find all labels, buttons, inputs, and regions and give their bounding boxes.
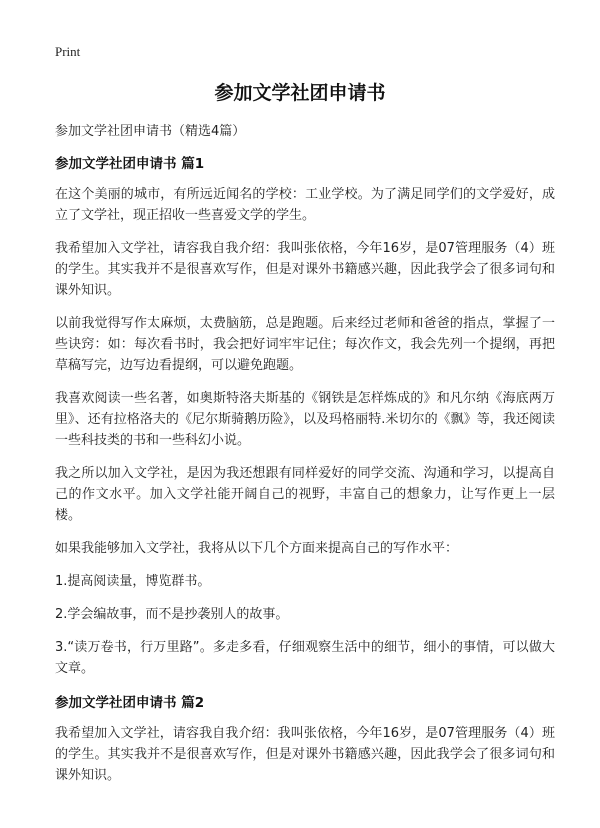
paragraph: 在这个美丽的城市，有所远近闻名的学校：工业学校。为了满足同学们的文学爱好，成立了文学社，现正招收一些喜爱文学的学生。	[55, 187, 555, 223]
section-heading: 参加文学社团申请书 篇1	[55, 156, 205, 172]
paragraph: 我希望加入文学社，请容我自我介绍：我叫张依格，今年16岁，是07管理服务（4）班的学生。其实我并不是很喜欢写作，但是对课外书籍感兴趣，因此我学会了很多词句和课外知识。	[55, 241, 555, 298]
paragraph: 我之所以加入文学社，是因为我还想跟有同样爱好的同学交流、沟通和学习，以提高自己的作文水平。加入文学社能开阔自己的视野，丰富自己的想象力，让写作更上一层楼。	[55, 466, 555, 523]
page-subtitle: 参加文学社团申请书（精选4篇）	[55, 124, 246, 139]
list-item: 2.学会编故事，而不是抄袭别人的故事。	[55, 607, 289, 622]
print-label: Print	[55, 44, 81, 59]
page-title: 参加文学社团申请书	[214, 82, 386, 104]
paragraph: 我希望加入文学社，请容我自我介绍：我叫张依格，今年16岁，是07管理服务（4）班的学生。其实我并不是很喜欢写作，但是对课外书籍感兴趣，因此我学会了很多词句和课外知识。	[55, 726, 555, 783]
document-body	[55, 148, 555, 798]
paragraph: 以前我觉得写作太麻烦，太费脑筋，总是跑题。后来经过老师和爸爸的指点，掌握了一些诀窍：如：每次看书时，我会把好词牢牢记住；每次作文，我会先列一个提纲，再把草稿写完，边写边看提纲，可以避免跑题。	[55, 316, 555, 373]
list-item: 3.“读万卷书，行万里路”。多走多看，仔细观察生活中的细节，细小的事情，可以做大文章。	[55, 640, 555, 676]
paragraph: 如果我能够加入文学社，我将从以下几个方面来提高自己的写作水平：	[55, 541, 459, 556]
paragraph: 我喜欢阅读一些名著，如奥斯特洛夫斯基的《钢铁是怎样炼成的》和凡尔纳《海底两万里》、还有拉格洛夫的《尼尔斯骑鹅历险》，以及玛格丽特.米切尔的《飘》等，我还阅读一些科技类的书和一些科幻小说。	[55, 391, 555, 448]
list-item: 1.提高阅读量，博览群书。	[55, 574, 211, 589]
section-heading: 参加文学社团申请书 篇2	[55, 695, 205, 711]
